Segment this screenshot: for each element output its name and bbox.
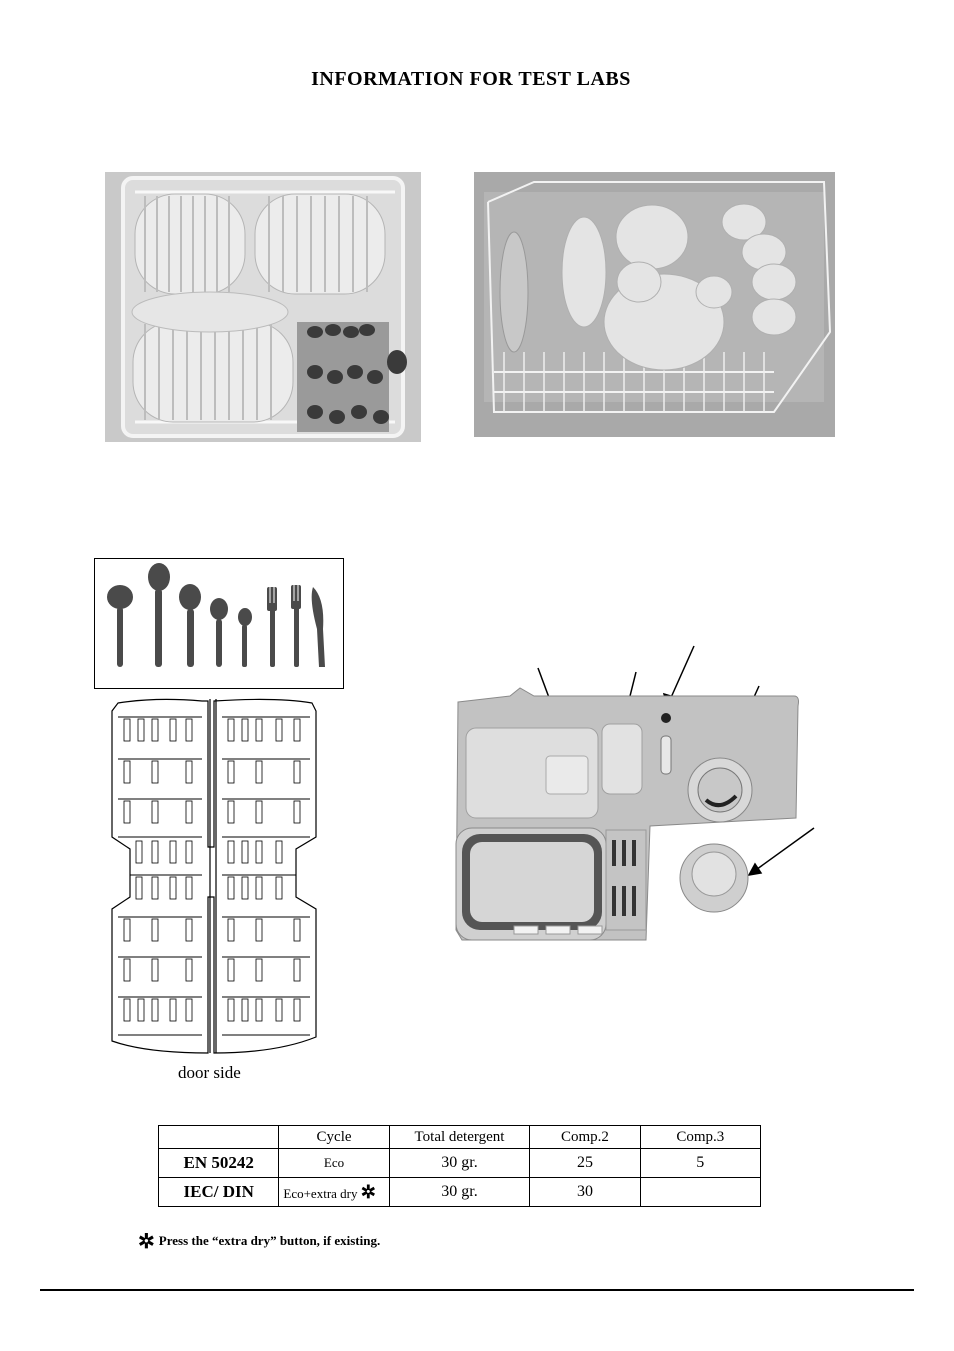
asterisk-icon: ✲ [360, 1181, 376, 1202]
table-header-cell: Comp.3 [640, 1126, 760, 1149]
comp2-cell: 30 [530, 1178, 640, 1207]
comp3-cell [640, 1178, 760, 1207]
table-header-cell [159, 1126, 279, 1149]
upper-basket-photo-icon [474, 172, 835, 437]
standard-cell: IEC/ DIN [159, 1178, 279, 1207]
table-row [159, 1149, 761, 1178]
table-header-cell: Comp.2 [530, 1126, 640, 1149]
detergent-table [158, 1125, 761, 1207]
page-title: INFORMATION FOR TEST LABS [311, 68, 631, 90]
cutlery-set-icon [94, 558, 344, 689]
bottom-divider [40, 1289, 914, 1291]
cycle-cell [279, 1178, 389, 1207]
cutlery-basket-diagram-icon [106, 697, 324, 1055]
detergent-dispenser-photo-icon [450, 640, 820, 945]
standard-cell: EN 50242 [159, 1149, 279, 1178]
table-header-cell: Cycle [279, 1126, 389, 1149]
table-row [159, 1178, 761, 1207]
table-header-row [159, 1126, 761, 1149]
cycle-cell: Eco [279, 1149, 389, 1178]
footnote-text: Press the “extra dry” button, if existing. [158, 1233, 381, 1248]
footnote [138, 1229, 380, 1254]
total-detergent-cell: 30 gr. [389, 1149, 530, 1178]
total-detergent-cell: 30 gr. [389, 1178, 530, 1207]
lower-basket-photo-icon [105, 172, 421, 442]
asterisk-icon: ✲ [138, 1231, 155, 1253]
door-side-caption: door side [178, 1063, 241, 1082]
comp3-cell: 5 [640, 1149, 760, 1178]
cycle-text: Eco+extra dry [283, 1185, 358, 1201]
comp2-cell: 25 [530, 1149, 640, 1178]
table-header-cell: Total detergent [389, 1126, 530, 1149]
